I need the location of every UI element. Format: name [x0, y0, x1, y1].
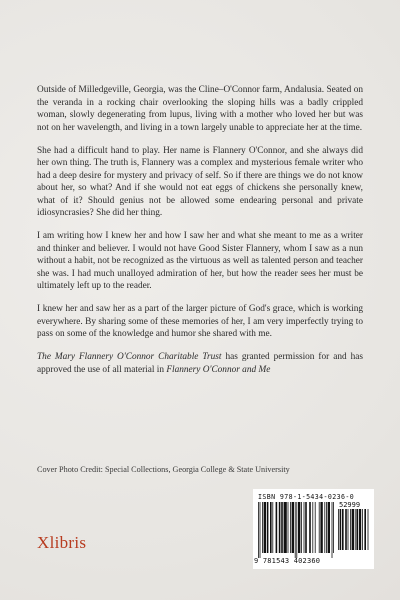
barcode-bar	[356, 509, 358, 550]
paragraph-4: I knew her and saw her as a part of the larger picture of God's grace, which is working everywhere. By sharing some of these memories of her, I am very imperfectly trying to pass on some of the knowledge and humor she shared with me.	[37, 304, 363, 339]
publisher-logo: Xlibris	[37, 533, 87, 552]
barcode-bar	[348, 509, 349, 550]
barcode-bar	[262, 502, 263, 553]
barcode-bar	[345, 509, 347, 550]
barcode-bar	[270, 502, 272, 553]
barcode-bar	[359, 509, 361, 550]
supplement-number: 52999	[339, 501, 361, 509]
paragraph-3: I am writing how I knew her and how I saw her and what she meant to me as a writer and thinker and believer. I would not have Good Sister Flannery, whom I saw as a nun without a habit, not be recognized as the virtuous as well as talented person and teacher she was. I had much unalloyed admiration of her, but how the reader sees her must be ultimately left up to the reader.	[37, 231, 363, 291]
barcode-bar	[350, 509, 351, 550]
barcode-bar	[355, 509, 356, 550]
barcode-bar	[332, 502, 333, 558]
barcode-bar	[328, 502, 330, 553]
barcode-bar	[267, 502, 269, 553]
barcode-bar	[319, 502, 320, 553]
barcode-bar	[312, 502, 313, 553]
ean-digits: 9 781543 402360	[254, 557, 321, 565]
barcode-bar	[284, 502, 287, 553]
barcode-bar	[292, 502, 294, 553]
barcode-bar	[281, 502, 283, 553]
barcode-bar	[290, 502, 291, 553]
barcode-bar	[342, 509, 344, 550]
cover-photo-credit: Cover Photo Credit: Special Collections, Georgia College & State University	[37, 465, 290, 474]
barcode-bar	[362, 509, 363, 550]
barcode-bar	[352, 509, 354, 550]
barcode-bar	[333, 502, 334, 553]
barcode-bar	[324, 502, 325, 553]
barcode-bar	[301, 502, 302, 553]
barcode-bar	[315, 502, 316, 553]
barcode-bar	[338, 509, 339, 550]
trust-name: The Mary Flannery O'Connor Charitable Trust	[37, 352, 222, 362]
barcode-bar	[364, 509, 366, 550]
barcode-bar	[276, 502, 278, 553]
permission-statement	[37, 351, 363, 376]
barcode-bar	[340, 509, 342, 550]
barcode-bar	[326, 502, 327, 553]
paragraph-1: Outside of Milledgeville, Georgia, was the Cline–O'Connor farm, Andalusia. Seated on the veranda in a rocking chair overlooking the sloping hills was a badly crippled woman, slowly degenerating from lupus, living with a mother who loved her but was not on her wavelength, and living in a town largely unable to appreciate her at the time.	[37, 85, 363, 133]
barcode-bar	[260, 502, 261, 558]
barcode-block	[253, 489, 374, 569]
barcode-bar	[305, 502, 307, 553]
barcode-bar	[288, 502, 289, 553]
barcode-bar	[264, 502, 266, 553]
barcode-bar	[368, 509, 369, 550]
permission-text: has granted permission for and has approved the use of all material in	[37, 352, 363, 375]
paragraph-2: She had a difficult hand to play. Her name is Flannery O'Connor, and she always did her own thing. The truth is, Flannery was a complex and mysterious female writer who had a deep desire for mystery and privacy of self. So if there are things we do not know about her, so what? And if she would not eat eggs of chickens she personally knew, what of it? Should genius not be allowed some endearing personal and private idiosyncrasies? She did her thing.	[37, 145, 363, 218]
isbn-label: ISBN 978-1-5434-0236-0	[258, 493, 355, 501]
barcode-bar	[296, 502, 297, 558]
barcode-bar	[279, 502, 281, 553]
back-cover-text	[37, 84, 363, 387]
barcode-bar	[320, 502, 322, 553]
book-title: Flannery O'Connor and Me	[166, 364, 271, 375]
barcode-bar	[298, 502, 300, 553]
barcode-bar	[295, 502, 296, 558]
supplement-barcode	[338, 509, 369, 555]
barcode-bar	[258, 502, 259, 558]
barcode-bar	[309, 502, 311, 553]
barcode-bar	[304, 502, 305, 553]
barcode-bar	[272, 502, 273, 553]
ean-barcode	[258, 502, 334, 558]
